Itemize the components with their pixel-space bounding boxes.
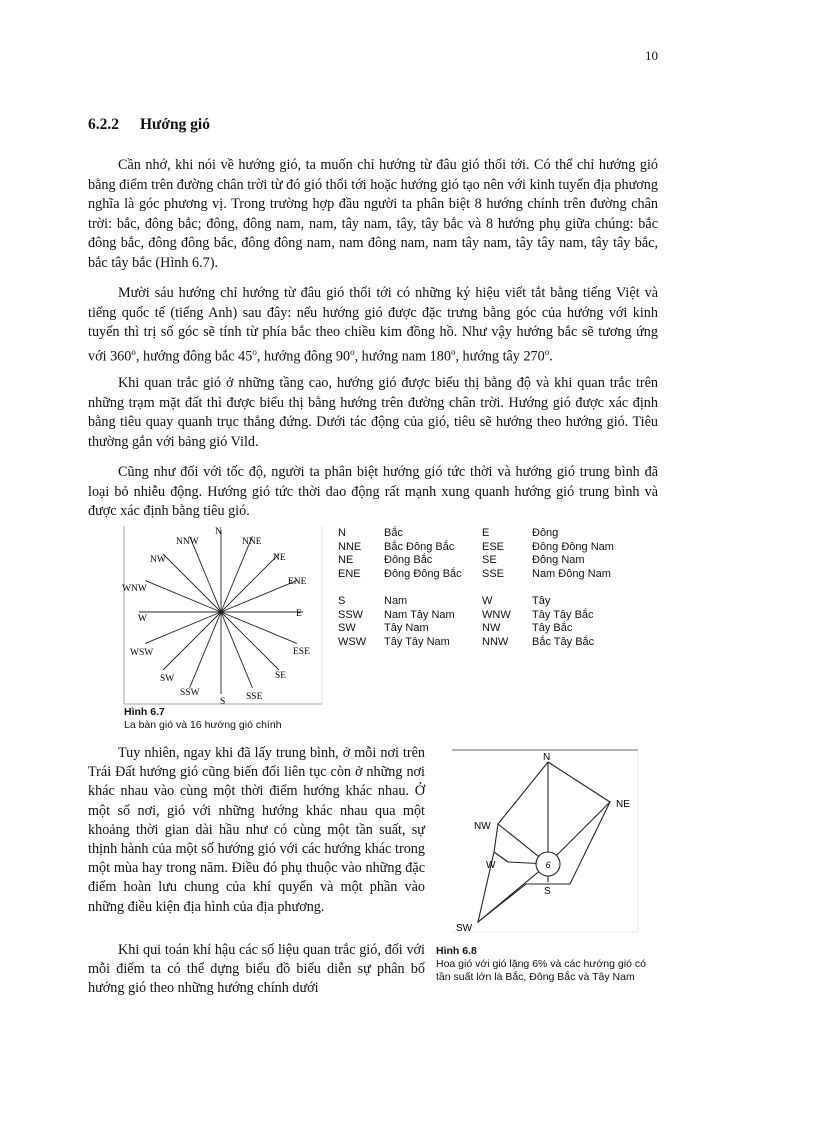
- direction-cell: Tây: [532, 594, 551, 607]
- label-W: W: [138, 614, 147, 624]
- direction-cell: WNW: [482, 608, 511, 621]
- spoke-sw: [478, 864, 548, 922]
- direction-cell: SSE: [482, 567, 505, 580]
- label-NNE: NNE: [242, 537, 262, 547]
- paragraph-4: Cũng như đối với tốc độ, người ta phân biệt hướng gió tức thời và hướng gió trung bình đã loại bỏ nhiễu động. Hướng gió tức thời dao động rất mạnh xung quanh hướng gió trung bình và được xác định bằng tiêu gió.: [88, 464, 658, 520]
- wind-compass-figure: [118, 522, 328, 706]
- direction-cell: NW: [482, 622, 501, 635]
- degree-sign: o: [131, 346, 136, 357]
- direction-cell: Đông: [532, 527, 559, 539]
- spoke-w-tip: [494, 852, 508, 862]
- direction-cell: Nam Đông Nam: [532, 567, 611, 580]
- direction-cell: Tây Nam: [384, 622, 429, 635]
- direction-cell: Đông Bắc: [384, 554, 433, 567]
- rose-label-SW: SW: [456, 923, 473, 934]
- label-SW: SW: [160, 674, 175, 684]
- direction-cell: NNE: [338, 540, 362, 553]
- p2-text-d: , hướng nam 180: [354, 348, 451, 365]
- direction-row: [338, 541, 622, 555]
- label-E: E: [296, 609, 302, 619]
- direction-cell: SE: [482, 554, 497, 567]
- direction-cell: E: [482, 527, 490, 539]
- direction-row: [338, 568, 622, 582]
- degree-sign: o: [350, 346, 355, 357]
- compass-ray: [221, 612, 279, 670]
- direction-cell: WSW: [338, 635, 367, 648]
- p2-text-b: , hướng đông bắc 45: [135, 348, 253, 365]
- rose-label-NE: NE: [616, 799, 630, 810]
- direction-cell: ENE: [338, 567, 361, 580]
- compass-ray: [221, 554, 279, 612]
- figure-6-7-caption-text: La bàn gió và 16 hướng gió chính: [124, 719, 282, 731]
- degree-sign: o: [252, 346, 257, 357]
- paragraph-2: [88, 284, 658, 367]
- label-SE: SE: [275, 671, 287, 681]
- direction-cell: Tây Tây Bắc: [532, 608, 594, 621]
- figure-6-7-label: Hình 6.7: [124, 706, 165, 718]
- rose-outline: [478, 762, 610, 922]
- rose-label-W: W: [486, 860, 496, 871]
- compass-ray: [163, 612, 221, 670]
- direction-cell: S: [338, 594, 346, 607]
- direction-cell: Tây Bắc: [532, 622, 573, 635]
- direction-cell: [482, 581, 532, 595]
- figure-6-7-caption: [124, 706, 282, 732]
- page-number: 10: [645, 48, 658, 63]
- figure-6-8-caption-text: Hoa gió với gió lặng 6% và các hướng gió có tần suất lớn là Bắc, Đông Bắc và Tây Nam: [436, 958, 646, 983]
- direction-cell: Bắc Đông Bắc: [384, 540, 455, 553]
- direction-cell: NNW: [482, 635, 509, 648]
- wind-rose-figure: [452, 744, 642, 940]
- direction-cell: Đông Đông Bắc: [384, 567, 462, 580]
- p2-text-f: .: [549, 348, 553, 365]
- direction-row: [338, 554, 622, 568]
- spoke-ne: [548, 802, 610, 864]
- direction-cell: [384, 581, 482, 595]
- label-SSW: SSW: [180, 688, 200, 698]
- p2-text-c: , hướng đông 90: [256, 348, 351, 365]
- degree-sign: o: [544, 346, 550, 357]
- p2-text-a: Mười sáu hướng chỉ hướng từ đâu gió thổi tới có những ký hiệu viết tắt bằng tiếng Việt và tiếng quốc tế (tiếng Anh) sau đây: nếu hướng gió được đặc trưng bằng góc của hướng với kinh tuyến thì trị số góc sẽ tính từ phía bắc theo chiều kim đồng hồ. Như vậy hướng bắc sẽ tương ứng với 360: [88, 285, 658, 365]
- direction-cell: [338, 581, 384, 595]
- figure-6-8-caption: [436, 945, 651, 984]
- label-SSE: SSE: [246, 692, 263, 702]
- direction-row: [338, 622, 622, 636]
- p2-text-e: , hướng tây 270: [455, 348, 545, 365]
- direction-cell: W: [482, 594, 493, 607]
- label-ESE: ESE: [293, 647, 310, 657]
- figure-6-8-label: Hình 6.8: [436, 945, 477, 957]
- direction-cell: Đông Đông Nam: [532, 540, 614, 553]
- direction-cell: Đông Nam: [532, 554, 585, 567]
- direction-row: [338, 527, 622, 541]
- label-NW: NW: [150, 555, 166, 565]
- direction-cell: ESE: [482, 540, 505, 553]
- label-NNW: NNW: [176, 537, 199, 547]
- direction-row: [338, 581, 622, 595]
- section-heading: [88, 116, 210, 134]
- direction-cell: Bắc: [384, 527, 403, 539]
- wind-rose-shape: [478, 762, 610, 922]
- label-NE: NE: [273, 553, 286, 563]
- paragraph-3: Khi quan trắc gió ở những tầng cao, hướng gió được biểu thị bằng độ và khi quan trắc trên những trạm mặt đất thì được biểu thị bằng hướng trên đường chân trời. Hướng gió được xác định bằng tiêu quay quanh trục thẳng đứng. Dưới tác động của gió, tiêu sẽ hướng theo hướng gió. Tiêu thường gắn với bảng gió Vild.: [88, 375, 658, 450]
- paragraph-6: Khi qui toán khí hậu các số liệu quan trắc gió, đối với mỗi điểm ta có thể dựng biểu đồ biểu diễn sự phân bố hướng gió theo những hướng chính dưới: [88, 942, 425, 997]
- label-N: N: [215, 527, 222, 537]
- direction-cell: [532, 581, 622, 595]
- label-WNW: WNW: [122, 584, 147, 594]
- direction-cell: NE: [338, 554, 354, 567]
- direction-cell: SSW: [338, 608, 364, 621]
- paragraph-1: Cần nhớ, khi nói về hướng gió, ta muốn chỉ hướng từ đâu gió thổi tới. Có thể chỉ hướng gió bằng điểm trên đường chân trời từ đó gió thổi tới hoặc hướng gió tạo nên với kinh tuyến địa phương nghĩa là góc phương vị. Trong trường hợp đầu người ta phân biệt 8 hướng chính trên đường chân trời: bắc, đông bắc; đông, đông nam, nam, tây nam, tây, tây bắc và 8 hướng phụ giữa chúng: bắc đông bắc, đông đông bắc, đông đông nam, nam đông nam, nam tây nam, tây tây nam, tây tây bắc, bắc tây bắc (Hình 6.7).: [88, 157, 658, 271]
- rose-label-N: N: [543, 752, 551, 763]
- compass-ray: [163, 554, 221, 612]
- degree-sign: o: [450, 346, 456, 357]
- rose-label-S: S: [544, 886, 551, 897]
- direction-cell: Tây Tây Nam: [384, 635, 450, 648]
- direction-cell: Nam Tây Nam: [384, 608, 455, 621]
- section-title: Hướng gió: [140, 116, 210, 133]
- label-S: S: [220, 697, 226, 706]
- calm-value: 6: [545, 860, 551, 870]
- direction-row: [338, 595, 622, 609]
- direction-cell: Nam: [384, 594, 408, 607]
- direction-row: [338, 636, 622, 650]
- paragraph-5: Tuy nhiên, ngay khi đã lấy trung bình, ở mỗi nơi trên Trái Đất hướng gió cũng biến đổi liên tục còn ở những nơi khác nhau vào cùng một thời điểm hướng khác nhau. Ở một số nơi, gió với những hướng khác nhau qua một khoảng thời gian dài hầu như có cùng một tần suất, sự thịnh hành của một số hướng gió với các hướng khác trong một mùa hay trong năm. Điều đó phụ thuộc vào những đặc điểm hoàn lưu chung của khí quyển và một phần vào những điều kiện địa hình của địa phương.: [88, 745, 425, 915]
- direction-cell: Bắc Tây Bắc: [532, 635, 595, 648]
- direction-table: [338, 527, 622, 649]
- label-WSW: WSW: [130, 648, 154, 658]
- direction-cell: SW: [338, 622, 356, 635]
- label-ENE: ENE: [288, 577, 307, 587]
- direction-row: [338, 609, 622, 623]
- section-number: 6.2.2: [88, 116, 119, 133]
- rose-label-NW: NW: [474, 821, 491, 832]
- direction-cell: N: [338, 527, 346, 539]
